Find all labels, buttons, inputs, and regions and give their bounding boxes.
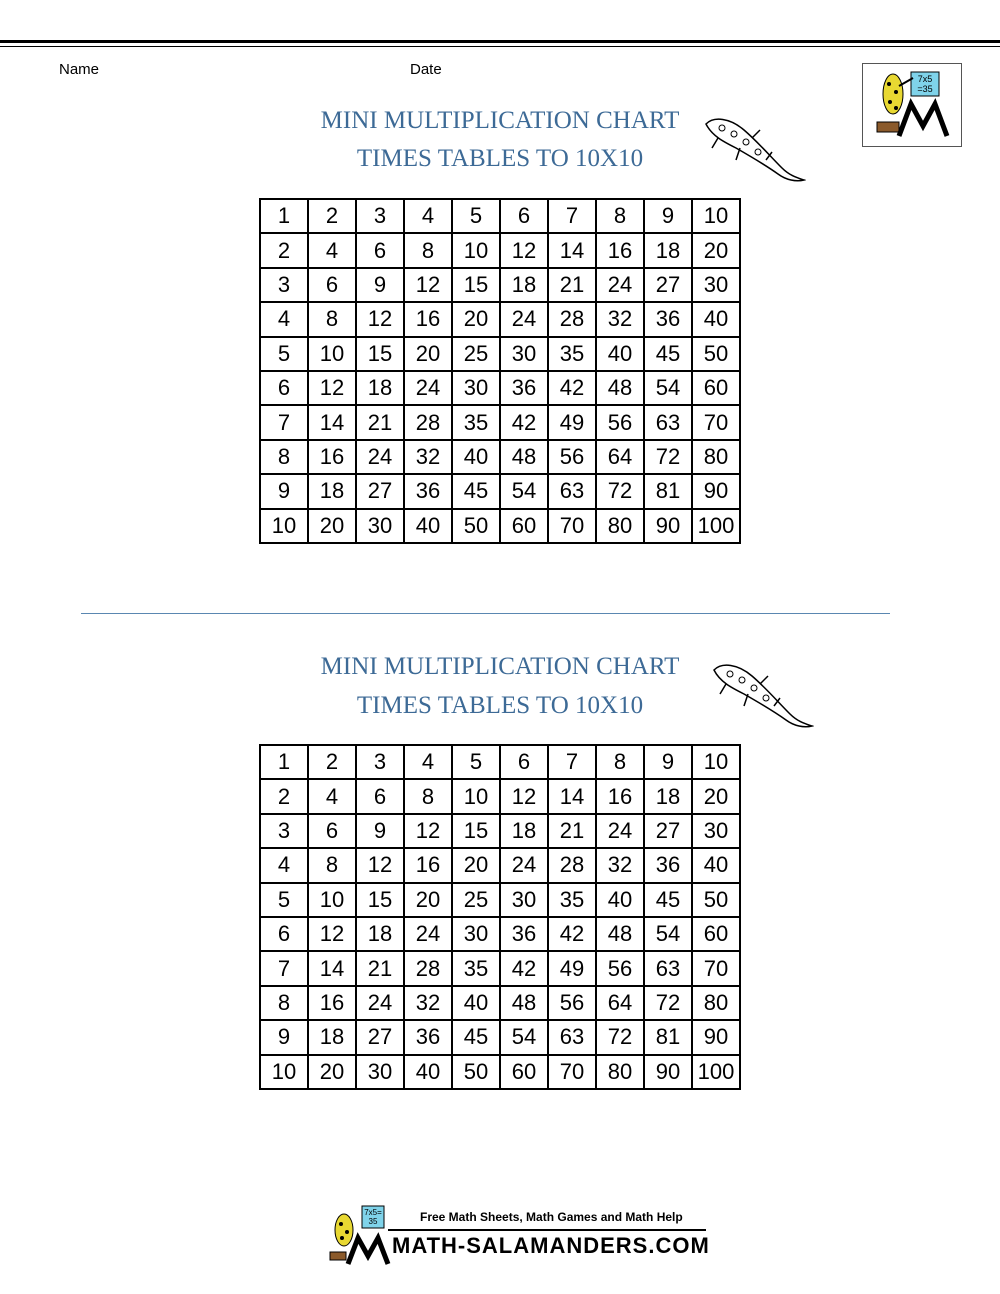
table-row — [260, 509, 740, 543]
table-cell: 16 — [404, 848, 452, 882]
table-cell: 14 — [308, 405, 356, 439]
table-cell: 10 — [260, 509, 308, 543]
table-cell: 2 — [308, 745, 356, 779]
table-cell: 81 — [644, 474, 692, 508]
table-row — [260, 371, 740, 405]
table-cell: 70 — [692, 951, 740, 985]
table-cell: 72 — [644, 440, 692, 474]
svg-text:=35: =35 — [917, 84, 933, 94]
salamander-logo-icon — [863, 64, 961, 146]
table-cell: 14 — [548, 233, 596, 267]
table-cell: 21 — [548, 268, 596, 302]
table-cell: 20 — [452, 302, 500, 336]
table-cell: 14 — [548, 779, 596, 813]
table-cell: 10 — [308, 337, 356, 371]
table-cell: 12 — [404, 268, 452, 302]
top-rule — [0, 40, 1000, 43]
table-cell: 16 — [308, 440, 356, 474]
table-cell: 18 — [356, 371, 404, 405]
table-cell: 6 — [500, 199, 548, 233]
table-cell: 1 — [260, 745, 308, 779]
table-cell: 36 — [404, 474, 452, 508]
table-cell: 40 — [404, 1055, 452, 1089]
table-cell: 36 — [500, 917, 548, 951]
table-cell: 2 — [308, 199, 356, 233]
table-cell: 8 — [260, 986, 308, 1020]
table-cell: 16 — [596, 779, 644, 813]
table-cell: 48 — [596, 371, 644, 405]
table-cell: 48 — [596, 917, 644, 951]
table-cell: 4 — [260, 848, 308, 882]
table-cell: 56 — [548, 440, 596, 474]
table-row — [260, 1055, 740, 1089]
multiplication-table — [259, 744, 741, 1090]
table-cell: 63 — [644, 405, 692, 439]
salamander-icon — [700, 110, 806, 186]
table-row — [260, 986, 740, 1020]
table-cell: 80 — [692, 440, 740, 474]
table-cell: 20 — [308, 509, 356, 543]
table-cell: 14 — [308, 951, 356, 985]
table-cell: 25 — [452, 883, 500, 917]
table-cell: 32 — [596, 848, 644, 882]
table-cell: 8 — [308, 302, 356, 336]
chart-title-line2: TIMES TABLES TO 10X10 — [356, 145, 644, 172]
table-cell: 21 — [356, 951, 404, 985]
table-cell: 8 — [596, 745, 644, 779]
table-row — [260, 199, 740, 233]
table-cell: 45 — [644, 883, 692, 917]
table-cell: 36 — [500, 371, 548, 405]
table-cell: 10 — [452, 779, 500, 813]
table-cell: 24 — [500, 302, 548, 336]
table-cell: 18 — [500, 814, 548, 848]
name-label: Name — [59, 61, 100, 78]
table-cell: 40 — [596, 883, 644, 917]
table-cell: 60 — [500, 1055, 548, 1089]
table-row — [260, 745, 740, 779]
table-cell: 15 — [452, 814, 500, 848]
table-cell: 20 — [308, 1055, 356, 1089]
table-cell: 60 — [692, 371, 740, 405]
table-cell: 80 — [692, 986, 740, 1020]
table-cell: 9 — [260, 1020, 308, 1054]
table-cell: 60 — [692, 917, 740, 951]
table-cell: 40 — [452, 440, 500, 474]
table-cell: 12 — [500, 233, 548, 267]
footer-rule — [388, 1229, 706, 1231]
footer-site-name: MATH-SALAMANDERS.COM — [392, 1233, 710, 1258]
table-cell: 36 — [404, 1020, 452, 1054]
table-cell: 35 — [452, 951, 500, 985]
footer-tagline: Free Math Sheets, Math Games and Math Help — [420, 1210, 683, 1224]
table-cell: 27 — [644, 814, 692, 848]
chart-title-line2: TIMES TABLES TO 10X10 — [356, 692, 644, 719]
table-cell: 28 — [548, 302, 596, 336]
table-cell: 90 — [644, 1055, 692, 1089]
table-cell: 5 — [452, 745, 500, 779]
table-cell: 6 — [260, 371, 308, 405]
table-cell: 30 — [692, 268, 740, 302]
table-row — [260, 883, 740, 917]
table-cell: 10 — [692, 745, 740, 779]
table-cell: 42 — [548, 371, 596, 405]
table-cell: 1 — [260, 199, 308, 233]
table-cell: 54 — [500, 1020, 548, 1054]
table-cell: 63 — [548, 474, 596, 508]
table-cell: 8 — [596, 199, 644, 233]
table-cell: 70 — [548, 1055, 596, 1089]
table-cell: 15 — [356, 337, 404, 371]
table-cell: 16 — [308, 986, 356, 1020]
chart-title-line1: MINI MULTIPLICATION CHART — [320, 653, 680, 680]
table-cell: 20 — [404, 883, 452, 917]
table-row — [260, 302, 740, 336]
table-cell: 32 — [596, 302, 644, 336]
table-cell: 40 — [404, 509, 452, 543]
table-cell: 80 — [596, 1055, 644, 1089]
table-cell: 12 — [500, 779, 548, 813]
table-cell: 30 — [452, 917, 500, 951]
table-cell: 36 — [644, 848, 692, 882]
table-cell: 7 — [260, 951, 308, 985]
table-cell: 24 — [500, 848, 548, 882]
table-cell: 6 — [308, 268, 356, 302]
table-cell: 18 — [500, 268, 548, 302]
table-row — [260, 779, 740, 813]
table-cell: 30 — [692, 814, 740, 848]
table-cell: 5 — [260, 883, 308, 917]
table-row — [260, 268, 740, 302]
table-cell: 24 — [404, 917, 452, 951]
table-cell: 7 — [548, 199, 596, 233]
section-divider — [81, 613, 890, 614]
table-cell: 8 — [404, 233, 452, 267]
table-cell: 9 — [356, 268, 404, 302]
table-cell: 56 — [596, 951, 644, 985]
svg-text:7x5: 7x5 — [917, 74, 933, 84]
table-cell: 7 — [548, 745, 596, 779]
table-row — [260, 917, 740, 951]
table-cell: 64 — [596, 440, 644, 474]
table-cell: 49 — [548, 405, 596, 439]
table-cell: 18 — [356, 917, 404, 951]
table-cell: 7 — [260, 405, 308, 439]
table-cell: 12 — [356, 848, 404, 882]
table-cell: 18 — [644, 779, 692, 813]
table-row — [260, 951, 740, 985]
table-cell: 32 — [404, 440, 452, 474]
table-cell: 4 — [308, 233, 356, 267]
table-cell: 3 — [260, 814, 308, 848]
table-cell: 100 — [692, 509, 740, 543]
table-cell: 3 — [356, 745, 404, 779]
svg-text:35: 35 — [368, 1217, 378, 1226]
table-cell: 10 — [260, 1055, 308, 1089]
table-cell: 54 — [644, 371, 692, 405]
table-cell: 90 — [692, 474, 740, 508]
table-cell: 24 — [404, 371, 452, 405]
table-cell: 42 — [500, 951, 548, 985]
table-cell: 72 — [596, 1020, 644, 1054]
table-cell: 9 — [260, 474, 308, 508]
table-cell: 27 — [644, 268, 692, 302]
table-cell: 10 — [452, 233, 500, 267]
table-cell: 4 — [404, 745, 452, 779]
table-cell: 18 — [308, 474, 356, 508]
table-cell: 50 — [692, 883, 740, 917]
table-cell: 42 — [500, 405, 548, 439]
table-cell: 50 — [692, 337, 740, 371]
table-cell: 50 — [452, 509, 500, 543]
table-cell: 45 — [452, 1020, 500, 1054]
table-cell: 24 — [596, 814, 644, 848]
table-cell: 5 — [260, 337, 308, 371]
table-cell: 28 — [404, 405, 452, 439]
salamander-icon — [708, 656, 814, 732]
table-cell: 90 — [644, 509, 692, 543]
table-cell: 30 — [356, 509, 404, 543]
table-cell: 28 — [404, 951, 452, 985]
table-cell: 6 — [356, 779, 404, 813]
table-cell: 40 — [596, 337, 644, 371]
table-cell: 64 — [596, 986, 644, 1020]
date-label: Date — [410, 61, 442, 78]
table-cell: 30 — [500, 883, 548, 917]
table-cell: 60 — [500, 509, 548, 543]
table-cell: 42 — [548, 917, 596, 951]
table-cell: 63 — [644, 951, 692, 985]
header-logo — [862, 63, 962, 147]
table-cell: 6 — [308, 814, 356, 848]
table-cell: 8 — [260, 440, 308, 474]
table-cell: 35 — [548, 883, 596, 917]
table-cell: 32 — [404, 986, 452, 1020]
table-cell: 45 — [452, 474, 500, 508]
table-cell: 90 — [692, 1020, 740, 1054]
table-row — [260, 233, 740, 267]
table-cell: 12 — [404, 814, 452, 848]
table-cell: 9 — [356, 814, 404, 848]
table-cell: 20 — [692, 779, 740, 813]
table-cell: 70 — [548, 509, 596, 543]
table-row — [260, 337, 740, 371]
table-cell: 81 — [644, 1020, 692, 1054]
table-cell: 10 — [308, 883, 356, 917]
table-cell: 20 — [452, 848, 500, 882]
table-cell: 28 — [548, 848, 596, 882]
table-cell: 4 — [260, 302, 308, 336]
table-cell: 20 — [404, 337, 452, 371]
table-row — [260, 848, 740, 882]
table-cell: 24 — [356, 986, 404, 1020]
table-row — [260, 814, 740, 848]
table-cell: 27 — [356, 1020, 404, 1054]
table-cell: 10 — [692, 199, 740, 233]
table-cell: 16 — [404, 302, 452, 336]
table-cell: 12 — [308, 917, 356, 951]
table-cell: 18 — [644, 233, 692, 267]
table-cell: 72 — [644, 986, 692, 1020]
table-cell: 36 — [644, 302, 692, 336]
table-cell: 24 — [356, 440, 404, 474]
table-cell: 24 — [596, 268, 644, 302]
table-cell: 27 — [356, 474, 404, 508]
table-cell: 48 — [500, 440, 548, 474]
table-row — [260, 1020, 740, 1054]
table-row — [260, 474, 740, 508]
table-cell: 20 — [692, 233, 740, 267]
table-cell: 2 — [260, 233, 308, 267]
table-cell: 5 — [452, 199, 500, 233]
table-cell: 80 — [596, 509, 644, 543]
table-cell: 9 — [644, 199, 692, 233]
table-cell: 4 — [308, 779, 356, 813]
table-cell: 16 — [596, 233, 644, 267]
table-cell: 54 — [500, 474, 548, 508]
table-cell: 30 — [356, 1055, 404, 1089]
table-row — [260, 440, 740, 474]
svg-text:7x5=: 7x5= — [364, 1208, 382, 1217]
table-cell: 15 — [452, 268, 500, 302]
table-cell: 12 — [356, 302, 404, 336]
table-cell: 72 — [596, 474, 644, 508]
table-cell: 12 — [308, 371, 356, 405]
table-cell: 30 — [500, 337, 548, 371]
table-cell: 30 — [452, 371, 500, 405]
table-cell: 6 — [260, 917, 308, 951]
table-cell: 25 — [452, 337, 500, 371]
table-cell: 6 — [356, 233, 404, 267]
chart-title-line1: MINI MULTIPLICATION CHART — [320, 107, 680, 134]
table-cell: 2 — [260, 779, 308, 813]
table-cell: 3 — [356, 199, 404, 233]
table-cell: 9 — [644, 745, 692, 779]
table-cell: 40 — [692, 302, 740, 336]
table-cell: 40 — [692, 848, 740, 882]
table-cell: 63 — [548, 1020, 596, 1054]
table-cell: 45 — [644, 337, 692, 371]
table-cell: 8 — [404, 779, 452, 813]
table-cell: 54 — [644, 917, 692, 951]
table-cell: 40 — [452, 986, 500, 1020]
table-row — [260, 405, 740, 439]
table-cell: 8 — [308, 848, 356, 882]
table-cell: 48 — [500, 986, 548, 1020]
table-cell: 21 — [548, 814, 596, 848]
table-cell: 56 — [548, 986, 596, 1020]
table-cell: 35 — [452, 405, 500, 439]
table-cell: 3 — [260, 268, 308, 302]
footer-logo-icon — [326, 1204, 392, 1268]
table-cell: 49 — [548, 951, 596, 985]
multiplication-table — [259, 198, 741, 544]
top-rule-thin — [0, 46, 1000, 47]
table-cell: 50 — [452, 1055, 500, 1089]
table-cell: 21 — [356, 405, 404, 439]
table-cell: 15 — [356, 883, 404, 917]
table-cell: 4 — [404, 199, 452, 233]
table-cell: 70 — [692, 405, 740, 439]
table-cell: 18 — [308, 1020, 356, 1054]
table-cell: 35 — [548, 337, 596, 371]
table-cell: 6 — [500, 745, 548, 779]
table-cell: 56 — [596, 405, 644, 439]
table-cell: 100 — [692, 1055, 740, 1089]
